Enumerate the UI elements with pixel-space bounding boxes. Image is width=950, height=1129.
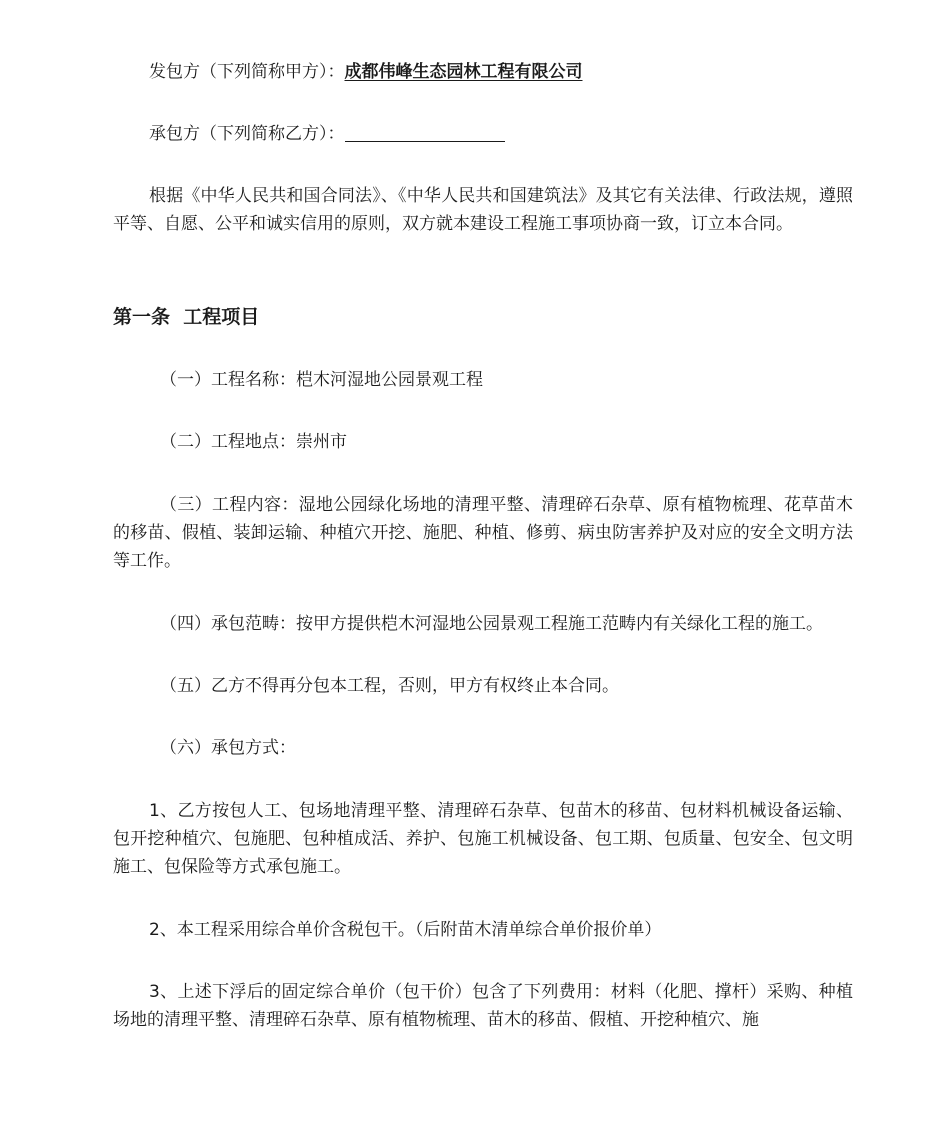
project-name-item: （一）工程名称：桤木河湿地公园景观工程: [160, 370, 483, 390]
party-b-blank-line: [345, 121, 505, 142]
party-a-company-name: 成都伟峰生态园林工程有限公司: [344, 62, 583, 82]
project-content-item: （三）工程内容：湿地公园绿化场地的清理平整、清理碎石杂草、原有植物梳理、花草苗木的移苗、假植、装卸运输、种植穴开挖、施肥、种植、修剪、病虫防害养护及对应的安全文明方法等工作。: [113, 495, 853, 571]
project-location-item: （二）工程地点：崇州市: [160, 432, 347, 452]
clause-1-paragraph: 1、乙方按包人工、包场地清理平整、清理碎石杂草、包苗木的移苗、包材料机械设备运输、包开挖种植穴、包施肥、包种植成活、养护、包施工机械设备、包工期、包质量、包安全、包文明施工、包保险等方式承包施工。: [113, 801, 853, 877]
contract-method-item: （六）承包方式：: [160, 738, 296, 758]
party-b-line: [149, 120, 505, 148]
no-subcontract-item: （五）乙方不得再分包本工程，否则，甲方有权终止本合同。: [160, 676, 619, 696]
contract-scope-item: （四）承包范畴：按甲方提供桤木河湿地公园景观工程施工范畴内有关绿化工程的施工。: [160, 614, 823, 634]
article-1-heading: 第一条 工程项目: [113, 306, 260, 328]
party-a-label: 发包方（下列简称甲方）：: [149, 62, 345, 82]
party-b-label: 承包方（下列简称乙方）：: [149, 124, 345, 144]
clause-3-paragraph: 3、上述下浮后的固定综合单价（包干价）包含了下列费用：材料（化肥、撑杆）采购、种植场地的清理平整、清理碎石杂草、原有植物梳理、苗木的移苗、假植、开挖种植穴、施: [113, 982, 853, 1030]
clause-2-paragraph: 2、本工程采用综合单价含税包干。（后附苗木清单综合单价报价单）: [149, 920, 662, 940]
party-a-line: [149, 58, 583, 86]
preamble-paragraph: 根据《中华人民共和国合同法》、《中华人民共和国建筑法》及其它有关法律、行政法规，遵照平等、自愿、公平和诚实信用的原则，双方就本建设工程施工事项协商一致，订立本合同。: [113, 186, 853, 234]
